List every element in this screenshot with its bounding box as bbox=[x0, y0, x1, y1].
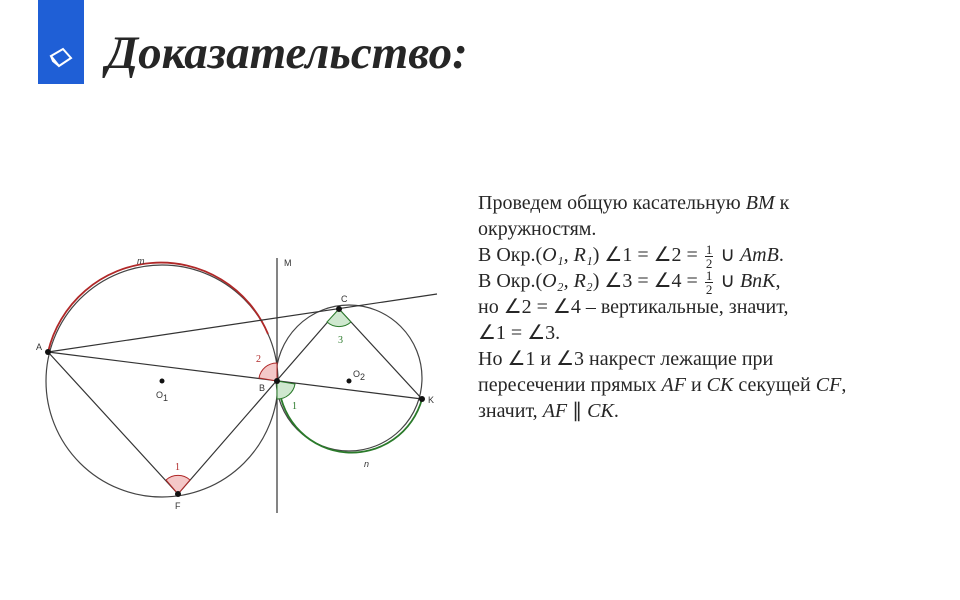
proof-line-8: пересечении прямых AF и CK секущей CF, bbox=[478, 374, 847, 396]
angle-label-2: 2 bbox=[256, 354, 261, 365]
proof-line-2: окружностям. bbox=[478, 218, 597, 240]
label-c: C bbox=[341, 294, 348, 304]
segment-fc bbox=[178, 309, 339, 494]
angle-2-mark bbox=[259, 363, 277, 381]
angle-4-mark bbox=[277, 381, 295, 399]
label-o2-sub: 2 bbox=[360, 372, 366, 382]
label-o2: O bbox=[353, 369, 361, 379]
point-b bbox=[274, 378, 280, 384]
label-m-point: M bbox=[284, 258, 292, 268]
proof-line-4: В Окр.(O₂, R₂) ∠3 = ∠4 = $\frac{1}{2}$ ∪ BnK, bbox=[478, 267, 781, 297]
arc-m bbox=[48, 263, 268, 352]
label-o1: O bbox=[156, 390, 164, 400]
label-f: F bbox=[175, 501, 181, 511]
line-ac bbox=[48, 294, 437, 352]
fraction-half: $\frac{1}{2}$ bbox=[705, 267, 713, 297]
point-o2 bbox=[347, 379, 352, 384]
label-k: K bbox=[428, 395, 435, 405]
page-title: Доказательство: bbox=[106, 27, 468, 79]
proof-line-5: но ∠2 = ∠4 – вертикальные, значит, bbox=[478, 296, 789, 318]
proof-line-3: В Окр.(O₁, R₁) ∠1 = ∠2 = $\frac{1}{2}$ ∪ AmB. bbox=[478, 241, 784, 271]
proof-line-9: значит, AF ∥ CK. bbox=[478, 400, 619, 422]
point-a bbox=[45, 349, 51, 355]
label-a: A bbox=[36, 342, 43, 352]
proof-line-7: Но ∠1 и ∠3 накрест лежащие при bbox=[478, 348, 774, 370]
angle-label-1: 1 bbox=[175, 462, 180, 473]
point-f bbox=[175, 491, 181, 497]
fraction-half: $\frac{1}{2}$ bbox=[705, 241, 713, 271]
angle-label-3: 3 bbox=[338, 335, 343, 346]
label-arc-n: n bbox=[364, 459, 370, 469]
proof-line-6: ∠1 = ∠3. bbox=[478, 322, 561, 344]
label-arc-m: m bbox=[137, 256, 145, 266]
angle-label-4: 1 bbox=[292, 401, 297, 412]
point-o1 bbox=[160, 379, 165, 384]
line-ak bbox=[48, 352, 422, 399]
label-b: B bbox=[259, 383, 266, 393]
label-o1-sub: 1 bbox=[163, 393, 169, 403]
point-c bbox=[336, 306, 342, 312]
proof-line-1: Проведем общую касательную BM к bbox=[478, 192, 790, 214]
segment-ck bbox=[339, 309, 422, 399]
proof-text bbox=[478, 190, 938, 424]
point-k bbox=[419, 396, 425, 402]
segment-af bbox=[48, 352, 178, 494]
